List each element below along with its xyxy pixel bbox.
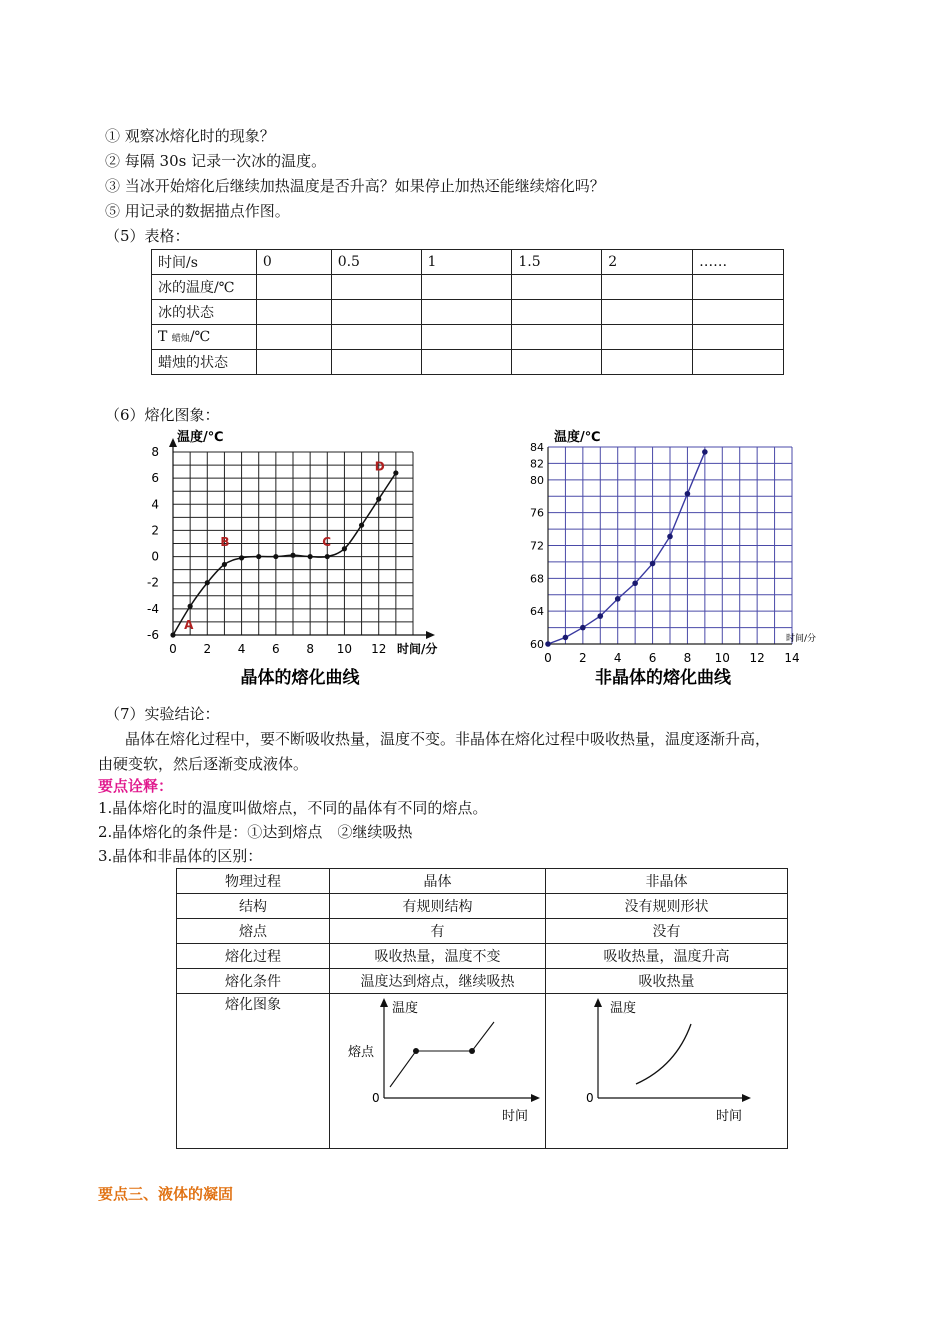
- data-point: [222, 562, 227, 567]
- x-tick-label: 6: [648, 651, 657, 665]
- x-tick-label: 14: [784, 651, 800, 665]
- section-3-heading: 要点三、液体的凝固: [98, 1185, 234, 1203]
- y-axis-arrow: [169, 438, 177, 447]
- x-tick-label: 12: [749, 651, 765, 665]
- data-point: [188, 604, 193, 609]
- y-tick-label: 4: [151, 497, 159, 512]
- sketch-origin: 0: [372, 1091, 381, 1105]
- table-row: [177, 894, 788, 919]
- table-row: [152, 350, 784, 375]
- y-tick-label: -4: [147, 601, 159, 616]
- data-point: [376, 496, 381, 501]
- data-point: [545, 641, 551, 647]
- y-tick-label: -2: [147, 575, 159, 590]
- conclusion-heading: （7）实验结论：: [105, 705, 220, 723]
- data-point: [580, 625, 586, 631]
- record-table-header: [152, 250, 784, 275]
- x-tick-label: 10: [336, 642, 353, 656]
- conclusion-line-2: 由硬变软，然后逐渐变成液体。: [98, 755, 309, 773]
- x-axis-label: 时间/分: [786, 634, 817, 644]
- point-label-b: B: [220, 535, 230, 550]
- y-tick-label: 6: [151, 471, 159, 486]
- sketch-melting-point: 熔点: [348, 1045, 375, 1060]
- comparison-header: [177, 869, 788, 894]
- data-point: [632, 580, 638, 586]
- x-tick-label: 12: [371, 642, 387, 656]
- point-label-c: C: [322, 535, 332, 550]
- row-label: 冰的温度/℃: [152, 275, 257, 300]
- data-point: [239, 555, 244, 560]
- amorphous-sketch-cell: [545, 994, 787, 1149]
- data-point: [170, 632, 175, 637]
- data-point: [667, 534, 673, 540]
- y-tick-label: 64: [530, 605, 544, 619]
- y-axis-label: 温度/℃: [554, 430, 601, 445]
- amorphous-cell: 没有规则形状: [545, 894, 787, 919]
- data-point: [342, 546, 347, 551]
- step-3: ③ 当冰开始熔化后继续加热温度是否升高？如果停止加热还能继续熔化吗？: [105, 177, 605, 195]
- keypoints-heading: 要点诠释：: [98, 777, 174, 795]
- sketch-xlabel: 时间: [716, 1109, 743, 1124]
- keypoint-3: 3.晶体和非晶体的区别：: [98, 847, 263, 865]
- y-tick-label: 72: [530, 539, 544, 553]
- x-axis-arrow: [426, 631, 435, 639]
- y-tick-label: 84: [530, 441, 544, 454]
- keypoint-1: 1.晶体熔化时的温度叫做熔点，不同的晶体有不同的熔点。: [98, 799, 488, 817]
- data-point: [685, 491, 691, 497]
- amorphous-cell: 没有: [545, 919, 787, 944]
- crystal-cell: 有规则结构: [330, 894, 546, 919]
- data-point: [205, 580, 210, 585]
- cell-time: 时间/s: [152, 250, 257, 275]
- sketch-xlabel: 时间: [502, 1109, 529, 1124]
- row-label: T 蜡烛/℃: [152, 325, 257, 350]
- y-tick-label: 68: [530, 572, 544, 586]
- cell-t05: 0.5: [331, 250, 421, 275]
- table-row: [177, 969, 788, 994]
- x-tick-label: 8: [683, 651, 692, 665]
- series-line: [548, 452, 705, 644]
- table-row: [152, 300, 784, 325]
- x-tick-label: 2: [579, 651, 587, 665]
- chart-title: 非晶体的熔化曲线: [595, 668, 731, 688]
- x-tick-label: 4: [237, 642, 246, 656]
- amorphous-sketch: [546, 994, 786, 1144]
- chart-title: 晶体的熔化曲线: [240, 668, 360, 688]
- step-1: ① 观察冰熔化时的现象？: [105, 127, 275, 145]
- x-tick-label: 6: [272, 642, 280, 656]
- table-row: [177, 994, 788, 1149]
- point-label-a: A: [184, 618, 194, 632]
- series-line: [173, 473, 396, 635]
- data-point: [650, 561, 656, 567]
- data-point: [359, 523, 364, 528]
- row-label: 熔化图象: [177, 994, 330, 1149]
- conclusion-line-1: 晶体在熔化过程中，要不断吸收热量，温度不变。非晶体在熔化过程中吸收热量，温度逐渐升高，: [125, 730, 771, 748]
- data-point: [256, 554, 261, 559]
- row-label: 熔化过程: [177, 944, 330, 969]
- x-tick-label: 2: [203, 642, 212, 656]
- header-amorphous: 非晶体: [545, 869, 787, 894]
- y-tick-label: 2: [151, 523, 159, 538]
- data-point: [702, 449, 708, 455]
- data-point: [273, 554, 278, 559]
- crystal-cell: 吸收热量，温度不变: [330, 944, 546, 969]
- y-tick-label: 76: [530, 506, 544, 520]
- cell-t1: 1: [421, 250, 512, 275]
- y-tick-label: 82: [530, 457, 544, 471]
- cell-t15: 1.5: [512, 250, 602, 275]
- y-tick-label: 60: [530, 638, 544, 651]
- data-point: [563, 635, 569, 641]
- x-axis-label: 时间/分: [397, 642, 438, 656]
- y-tick-label: 80: [530, 473, 544, 487]
- step-5: ⑤ 用记录的数据描点作图。: [105, 202, 290, 220]
- row-label: 蜡烛的状态: [152, 350, 257, 375]
- row-label: 熔化条件: [177, 969, 330, 994]
- table-row: [152, 325, 784, 350]
- y-axis-label: 温度/℃: [177, 430, 224, 445]
- graphs-heading: （6）熔化图象：: [105, 406, 220, 424]
- row-label: 冰的状态: [152, 300, 257, 325]
- cell-ellipsis: ……: [693, 250, 784, 275]
- x-tick-label: 8: [306, 642, 314, 656]
- crystal-cell: 有: [330, 919, 546, 944]
- table1-heading: （5）表格：: [105, 227, 190, 245]
- data-point: [393, 470, 398, 475]
- row-label: 熔点: [177, 919, 330, 944]
- record-table: [151, 249, 784, 375]
- y-tick-label: 0: [151, 549, 159, 564]
- table-row: [152, 275, 784, 300]
- sketch-origin: 0: [586, 1091, 595, 1105]
- amorphous-cell: 吸收热量，温度升高: [545, 944, 787, 969]
- crystal-melting-chart: [145, 425, 455, 690]
- header-crystal: 晶体: [330, 869, 546, 894]
- crystal-sketch-cell: [330, 994, 546, 1149]
- data-point: [325, 554, 330, 559]
- data-point: [615, 596, 621, 602]
- data-point: [308, 554, 313, 559]
- step-2: ② 每隔 30s 记录一次冰的温度。: [105, 152, 327, 170]
- data-point: [597, 613, 603, 619]
- header-process: 物理过程: [177, 869, 330, 894]
- x-tick-label: 0: [169, 642, 177, 656]
- crystal-sketch: [330, 994, 544, 1144]
- x-tick-label: 4: [613, 651, 622, 665]
- x-tick-label: 0: [544, 651, 552, 665]
- sketch-ylabel: 温度: [610, 1001, 637, 1016]
- row-label: 结构: [177, 894, 330, 919]
- point-label-d: D: [374, 459, 385, 474]
- crystal-cell: 温度达到熔点，继续吸热: [330, 969, 546, 994]
- sketch-ylabel: 温度: [392, 1001, 419, 1016]
- y-tick-label: -6: [147, 628, 159, 642]
- amorphous-melting-chart: [520, 425, 830, 690]
- cell-t2: 2: [602, 250, 693, 275]
- cell-t0: 0: [256, 250, 331, 275]
- keypoint-2: 2.晶体熔化的条件是：①达到熔点 ②继续吸热: [98, 823, 413, 841]
- amorphous-cell: 吸收热量: [545, 969, 787, 994]
- table-row: [177, 919, 788, 944]
- x-tick-label: 10: [714, 651, 730, 665]
- data-point: [290, 553, 295, 558]
- table-row: [177, 944, 788, 969]
- comparison-table: [176, 868, 788, 1149]
- y-tick-label: 8: [151, 445, 159, 459]
